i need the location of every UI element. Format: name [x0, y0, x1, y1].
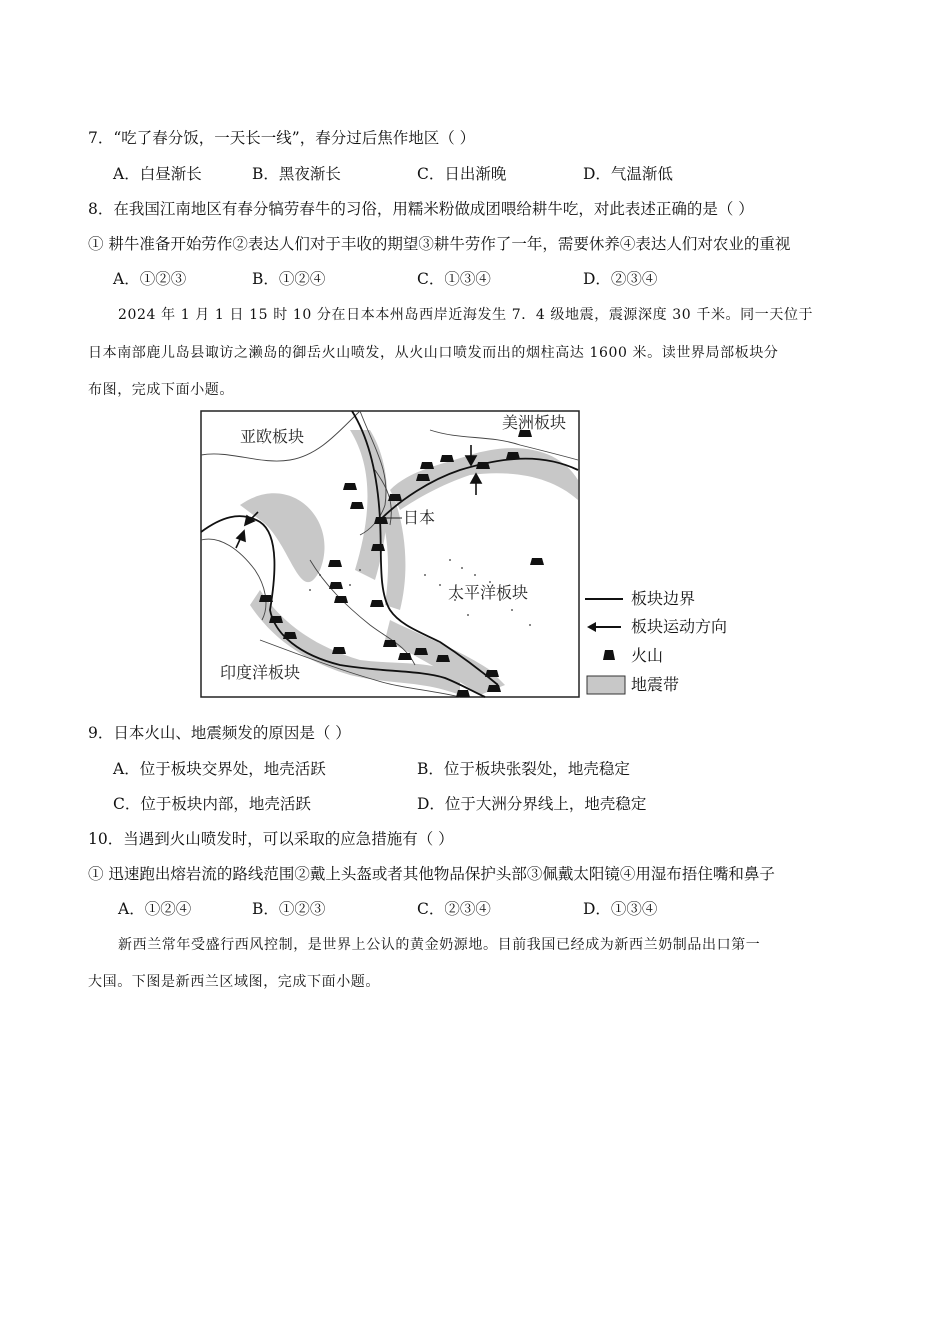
q9-stem: 9．日本火山、地震频发的原因是（ ） — [88, 724, 351, 742]
volcano-icon — [440, 455, 454, 462]
plate-map — [200, 410, 580, 698]
q7-option-b: B．黑夜渐长 — [252, 165, 341, 183]
label-japan: 日本 — [403, 508, 436, 527]
q7-stem: 7．“吃了春分饭，一天长一线”，春分过后焦作地区（ ） — [88, 129, 476, 147]
volcano-icon — [506, 452, 520, 459]
label-indian-plate: 印度洋板块 — [220, 663, 301, 682]
volcano-icon — [476, 462, 490, 469]
volcano-icon — [332, 647, 346, 654]
legend-volcano — [583, 644, 783, 668]
label-america-plate: 美洲板块 — [502, 413, 567, 432]
q8-option-c: C．①③④ — [417, 270, 491, 288]
volcano-icon — [283, 632, 297, 639]
volcano-icon — [371, 544, 385, 551]
passage2-line1: 新西兰常年受盛行西风控制，是世界上公认的黄金奶源地。目前我国已经成为新西兰奶制品出口第一 — [118, 937, 761, 953]
volcano-icon — [259, 595, 273, 602]
legend-seismic-label: 地震带 — [631, 675, 680, 694]
legend-seismic — [583, 673, 783, 697]
volcano-icon — [416, 474, 430, 481]
q8-option-b: B．①②④ — [252, 270, 326, 288]
q7-option-c: C．日出渐晚 — [417, 165, 507, 183]
q7-option-d: D．气温渐低 — [583, 165, 673, 183]
passage1-line3: 布图，完成下面小题。 — [88, 382, 234, 398]
volcano-icon — [329, 582, 343, 589]
legend-boundary-label: 板块边界 — [631, 589, 696, 608]
boundary-line-icon — [583, 587, 623, 611]
volcano-icon — [485, 670, 499, 677]
volcano-icon — [350, 502, 364, 509]
seismic-swatch-icon — [583, 673, 627, 697]
legend-direction-label: 板块运动方向 — [631, 617, 728, 636]
volcano-icon — [487, 685, 501, 692]
label-eurasia-plate: 亚欧板块 — [240, 427, 305, 446]
volcano-icon — [583, 644, 623, 668]
q8-option-a: A．①②③ — [113, 270, 187, 288]
q9-option-a: A．位于板块交界处，地壳活跃 — [113, 760, 326, 778]
q10-option-c: C．②③④ — [417, 900, 491, 918]
q10-option-b: B．①②③ — [252, 900, 326, 918]
volcano-icon — [343, 483, 357, 490]
map-legend — [583, 585, 783, 700]
volcano-icon — [420, 462, 434, 469]
q9-option-b: B．位于板块张裂处，地壳稳定 — [417, 760, 630, 778]
volcano-icon — [334, 596, 348, 603]
legend-boundary — [583, 587, 783, 611]
q10-option-d: D．①③④ — [583, 900, 658, 918]
volcano-icon — [269, 616, 283, 623]
volcano-icon — [530, 558, 544, 565]
q8-statements: ① 耕牛准备开始劳作②表达人们对于丰收的期望③耕牛劳作了一年，需要休养④表达人们对农业的重视 — [88, 235, 791, 253]
volcano-icon — [398, 653, 412, 660]
volcano-icon — [414, 648, 428, 655]
legend-volcano-label: 火山 — [631, 646, 664, 665]
q10-statements: ① 迅速跑出熔岩流的路线范围②戴上头盔或者其他物品保护头部③佩戴太阳镜④用湿布捂住嘴和鼻子 — [88, 865, 775, 883]
q8-option-d: D．②③④ — [583, 270, 658, 288]
q8-stem: 8．在我国江南地区有春分犒劳春牛的习俗，用糯米粉做成团喂给耕牛吃，对此表述正确的是（ ） — [88, 200, 754, 218]
q9-option-d: D．位于大洲分界线上，地壳稳定 — [417, 795, 647, 813]
q10-stem: 10．当遇到火山喷发时，可以采取的应急措施有（ ） — [88, 830, 454, 848]
direction-arrow-icon — [583, 615, 623, 639]
passage1-line1: 2024 年 1 月 1 日 15 时 10 分在日本本州岛西岸近海发生 7．4 级地震，震源深度 30 千米。同一天位于 — [118, 307, 814, 323]
legend-direction — [583, 615, 783, 639]
volcano-icon — [436, 655, 450, 662]
q7-option-a: A．白昼渐长 — [113, 165, 202, 183]
passage1-line2: 日本南部鹿儿岛县诹访之濑岛的御岳火山喷发，从火山口喷发而出的烟柱高达 1600 米。读世界局部板块分 — [88, 345, 779, 361]
passage2-line2: 大国。下图是新西兰区域图，完成下面小题。 — [88, 974, 380, 990]
q10-option-a: A．①②④ — [118, 900, 192, 918]
volcano-icon — [456, 690, 470, 697]
volcano-icon — [383, 640, 397, 647]
volcano-icon — [388, 494, 402, 501]
q9-option-c: C．位于板块内部，地壳活跃 — [113, 795, 311, 813]
volcano-icon — [370, 600, 384, 607]
volcano-icon — [328, 560, 342, 567]
label-pacific-plate: 太平洋板块 — [448, 583, 529, 602]
